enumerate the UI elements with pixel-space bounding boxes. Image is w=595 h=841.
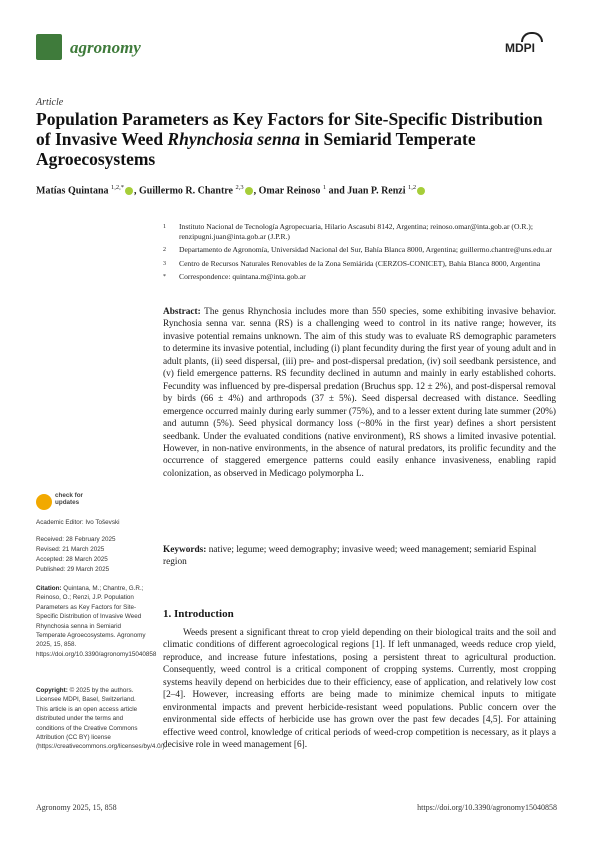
citation: Citation: Quintana, M.; Chantre, G.R.; Reinoso, O.; Renzi, J.P. Population Parameters as Key Factors for Site-Specific Distribution of Invasive Weed Rhynchosia senna in Semiarid Temperate Agroecosystems. Agronomy 2025, 15, 858. https://doi.org/10.3390/agronomy15040858: [36, 585, 157, 658]
check-for-updates-link[interactable]: check for updates: [55, 492, 83, 506]
affiliation-item: 2 Departamento de Agronomía, Universidad Nacional del Sur, Bahía Blanca 8000, Argentina; guillermo.chantre@uns.edu.ar: [163, 245, 552, 255]
orcid-icon[interactable]: [125, 187, 133, 195]
check-for-updates-icon[interactable]: [36, 494, 52, 510]
author-affil: 1,2,*: [111, 184, 125, 191]
title-part-1: Population Parameters as Key Factors for Site-Specific Distribution of Invasive Weed: [36, 109, 543, 149]
orcid-icon[interactable]: [417, 187, 425, 195]
title-part-2: in Semiarid Temperate Agroecosystems: [36, 129, 476, 169]
author-name: Matías Quintana: [36, 185, 109, 197]
publisher-name: MDPI: [505, 41, 535, 55]
author-affil: 2,3: [235, 184, 244, 191]
author-affil: 1: [322, 184, 327, 191]
affiliation-item: 1 Instituto Nacional de Tecnología Agropecuaria, Hilario Ascasubi 8142, Argentina; reinoso.omar@inta.gob.ar (O.R.); renzipugni.juan@inta.gob.ar (J.P.R.): [163, 222, 533, 242]
author-list: Matías Quintana $^{1,2,*}$ , Guillermo R. Chantre $^{2,3}$ , Omar Reinoso $^1$ and Juan P. Renzi $^{1,2}$: [36, 184, 556, 196]
received-date: Received: 28 February 2025: [36, 536, 116, 543]
article-type: Article: [36, 97, 64, 108]
footer-doi-link[interactable]: https://doi.org/10.3390/agronomy15040858: [417, 803, 557, 812]
copyright: Copyright: © 2025 by the authors. Licensee MDPI, Basel, Switzerland. This article is an open access article distributed under the terms and conditions of the Creative Commons Attribution (CC BY) license (https://creativecommons.org/licenses/by/4.0/).: [36, 687, 167, 751]
orcid-icon[interactable]: [245, 187, 253, 195]
journal-name: agronomy: [70, 38, 141, 57]
keywords: [163, 544, 556, 569]
author-name: Guillermo R. Chantre: [139, 185, 233, 197]
section-heading: 1. Introduction: [163, 608, 234, 620]
keywords-label: Keywords:: [163, 545, 207, 555]
page-title: [36, 109, 556, 169]
footer-citation: Agronomy 2025, 15, 858: [36, 803, 117, 812]
author-affil: 1,2: [408, 184, 417, 191]
accepted-date: Accepted: 28 March 2025: [36, 556, 108, 563]
published-date: Published: 29 March 2025: [36, 566, 110, 573]
keywords-text: native; legume; weed demography; invasive weed; weed management; semiarid Espinal region: [163, 545, 537, 568]
revised-date: Revised: 21 March 2025: [36, 546, 105, 553]
abstract-text: The genus Rhynchosia includes more than 550 species, some exhibiting invasive behavior. Rynchosia senna var. senna (RS) is a challenging weed to control in its native range; however, its invasive potential remains unknown. The aim of this study was to evaluate RS demographic parameters to determine its invasive potential, including (i) plant fecundity during the first year of young adult and in adult plants, (ii) seed dispersal, (iii) pre- and post-dispersal predation, (iv) soil seedbank persistence, and (v) field emergence patterns. RS fecundity declined in autumn and mainly in early established cohorts. Fecundity was influenced by pre-dispersal predation (Bruchus spp. 12 ± 2%), and post-dispersal removal by birds (66 ± 4%) and arthropods (37 ± 5%). Seed dispersal decreased with distance. Seedling emergence occurred mainly during early summer (75%), and to a lesser extent during late summer (20%) and autumn (5%). Seed physical dormancy loss (~80% in the first year) defines a short persistent seedbank. Under the evaluated conditions (native environment), RS shows a limited invasive potential. However, in non-native environments, in the absence of natural predators, its prolific fecundity and the occurrence of staggered emergence patterns could easily enhance invasiveness, enabling rapid colonization, as observed in Medicago polymorpha L.: [163, 307, 556, 479]
affiliation-item: 3 Centro de Recursos Naturales Renovables de la Zona Semiárida (CERZOS-CONICET), Bahía Blanca 8000, Argentina: [163, 258, 541, 268]
author-name: Juan P. Renzi: [347, 185, 406, 197]
affiliation-item: * Correspondence: quintana.m@inta.gob.ar: [163, 271, 306, 281]
affiliations: [163, 222, 553, 282]
abstract-label: Abstract:: [163, 307, 201, 317]
academic-editor: Academic Editor: Ivo Toševski: [36, 519, 120, 526]
author-name: Omar Reinoso: [258, 185, 321, 197]
title-italic: Rhynchosia senna: [167, 129, 301, 149]
abstract: [163, 306, 556, 480]
journal-logo-icon: [36, 34, 62, 60]
intro-paragraph: Weeds present a significant threat to crop yield depending on their biological traits and the soil and climatic conditions of different agroecological regions [1]. If left unmanaged, weeds reduce crop yield, reproduce, and increase future infestations, posing a persistent threat to agricultural production. Consequently, weed control is a critical component of cropping systems. Currently, most cropping systems heavily depend on herbicides due to their efficiency, ease of application, and relatively low cost [2–4]. However, increasing efforts are being made to minimize chemical inputs to mitigate environmental impacts and prevent herbicide-resistant weed populations. Public concern over the environmental side effects of herbicide use has grown over the past few decades [4,5]. For attaining effective weed control, knowledge of critical periods of weed-crop competition is necessary, as it plays a decisive role in weed management [6].: [163, 628, 556, 751]
